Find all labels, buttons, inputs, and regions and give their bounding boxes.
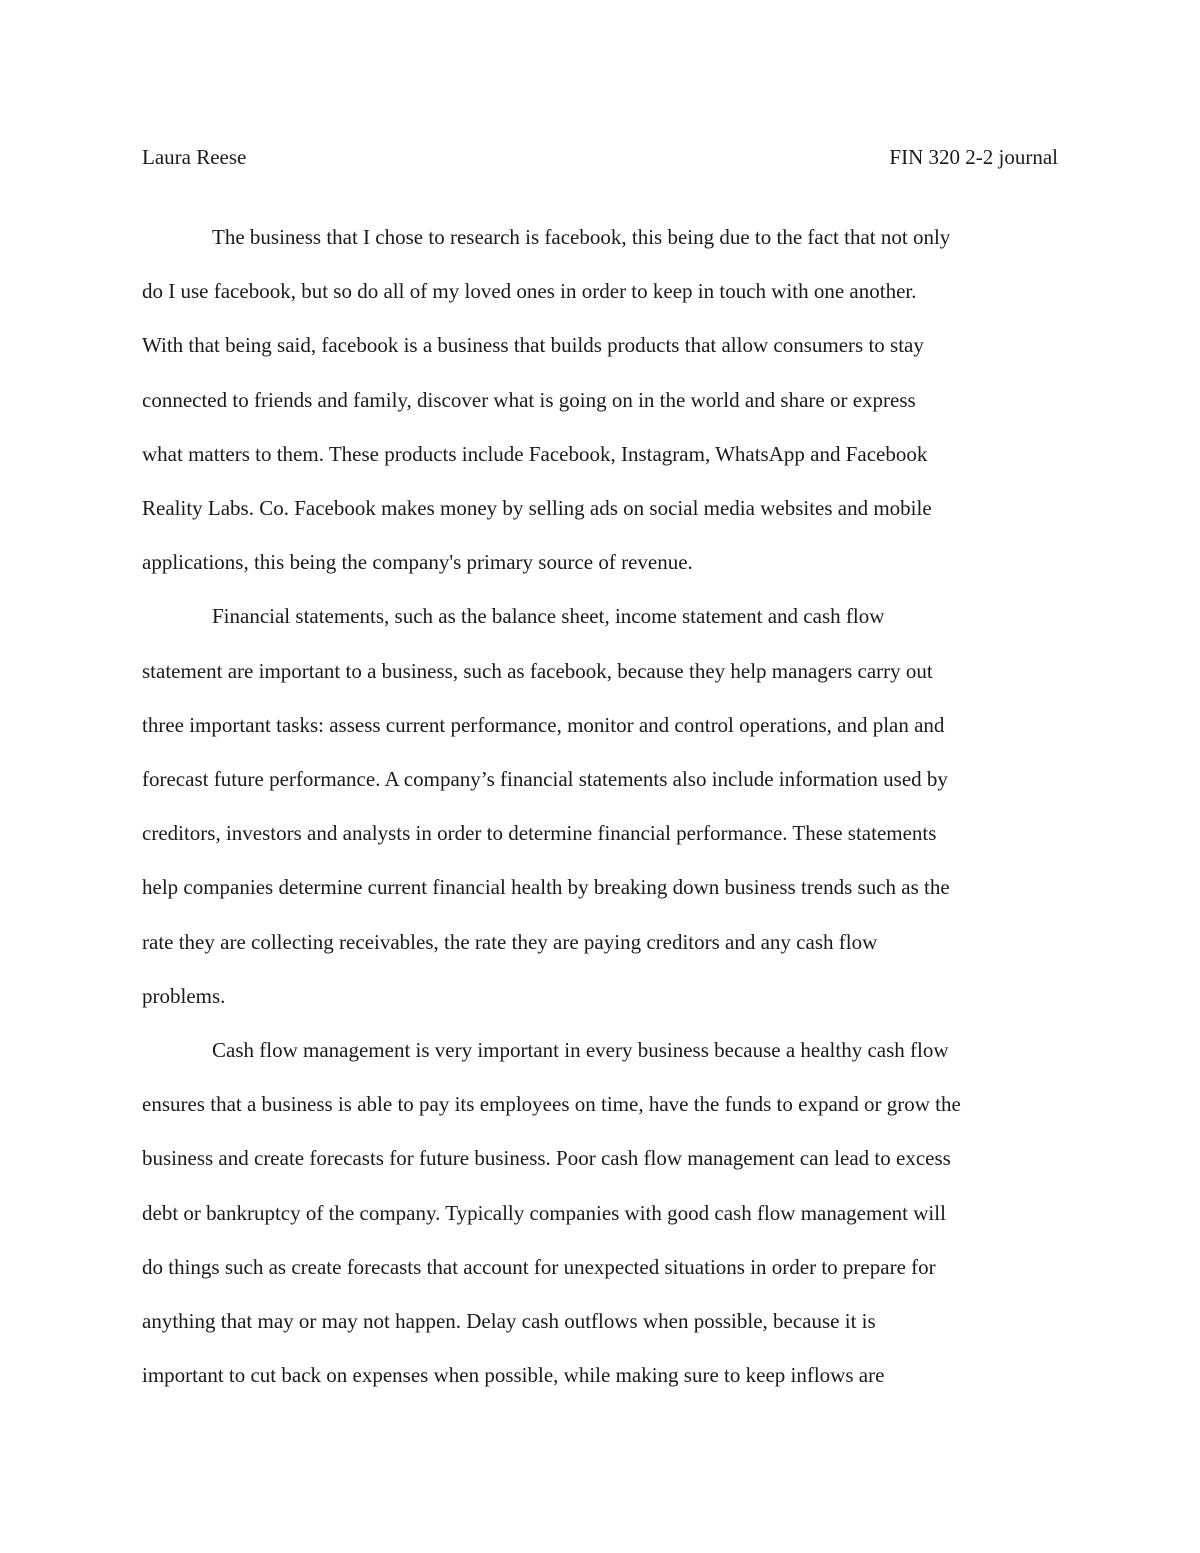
document-body xyxy=(142,210,1060,1402)
text-line: debt or bankruptcy of the company. Typically companies with good cash flow management will xyxy=(142,1200,946,1225)
text-line: Cash flow management is very important in every business because a healthy cash flow xyxy=(212,1038,949,1063)
text-line: problems. xyxy=(142,983,226,1008)
text-line: ensures that a business is able to pay its employees on time, have the funds to expand or grow the xyxy=(142,1092,961,1117)
paragraph-3 xyxy=(142,1023,1060,1402)
text-line: forecast future performance. A company’s financial statements also include information used by xyxy=(142,767,948,792)
text-line: The business that I chose to research is facebook, this being due to the fact that not only xyxy=(212,225,951,249)
text-line: Financial statements, such as the balance sheet, income statement and cash flow xyxy=(212,604,885,629)
text-line: anything that may or may not happen. Delay cash outflows when possible, because it is xyxy=(142,1309,876,1334)
text-line: Reality Labs. Co. Facebook makes money by selling ads on social media websites and mobile xyxy=(142,496,932,521)
text-line: important to cut back on expenses when possible, while making sure to keep inflows are xyxy=(142,1363,885,1388)
text-line: three important tasks: assess current performance, monitor and control operations, and plan and xyxy=(142,712,945,737)
text-line: statement are important to a business, such as facebook, because they help managers carry out xyxy=(142,658,933,683)
author-name: Laura Reese xyxy=(142,145,247,169)
text-line: applications, this being the company's primary source of revenue. xyxy=(142,550,693,575)
paragraph-1 xyxy=(142,210,1060,589)
text-line: do things such as create forecasts that account for unexpected situations in order to prepare for xyxy=(142,1254,936,1279)
text-line: creditors, investors and analysts in order to determine financial performance. These statements xyxy=(142,821,937,846)
text-line: With that being said, facebook is a business that builds products that allow consumers to stay xyxy=(142,333,924,358)
paragraph-2 xyxy=(142,589,1060,1023)
text-line: connected to friends and family, discover what is going on in the world and share or express xyxy=(142,387,916,412)
page-header xyxy=(142,142,1058,172)
text-line: help companies determine current financial health by breaking down business trends such as the xyxy=(142,875,950,900)
text-line: do I use facebook, but so do all of my loved ones in order to keep in touch with one another. xyxy=(142,279,917,304)
text-line: rate they are collecting receivables, the rate they are paying creditors and any cash flow xyxy=(142,929,878,954)
text-line: business and create forecasts for future business. Poor cash flow management can lead to excess xyxy=(142,1146,951,1171)
course-title: FIN 320 2-2 journal xyxy=(889,145,1058,169)
text-line: what matters to them. These products include Facebook, Instagram, WhatsApp and Facebook xyxy=(142,441,928,466)
